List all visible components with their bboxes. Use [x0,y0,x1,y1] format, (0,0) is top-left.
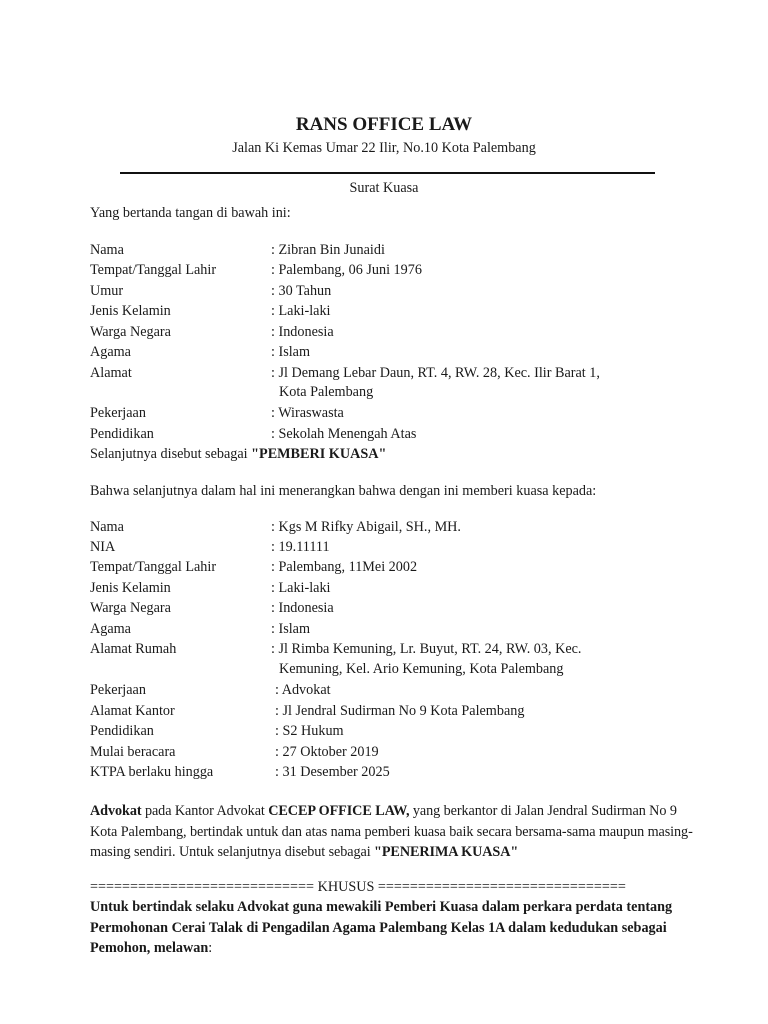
grantor-field-row [90,403,690,423]
recipient-field-row [90,557,690,577]
field-value: : Laki-laki [271,580,331,596]
field-label: NIA [90,539,116,555]
field-label: Alamat Kantor [90,703,175,719]
field-label: Agama [90,621,131,637]
grantor-field-row [90,301,690,321]
field-label: Pendidikan [90,723,154,739]
recipient-designation: "PENERIMA KUASA" [374,844,519,860]
recipient-field-row [90,639,690,659]
field-label: Agama [90,344,131,360]
field-label: Alamat Rumah [90,641,177,657]
document-type-title: Surat Kuasa [349,180,419,196]
field-value: : 30 Tahun [271,283,332,299]
field-value: : Indonesia [271,600,334,616]
field-value-continuation: Kemuning, Kel. Ario Kemuning, Kota Palembang [279,661,564,677]
field-value: : S2 Hukum [275,723,344,739]
field-value: : Zibran Bin Junaidi [271,242,385,258]
field-label: KTPA berlaku hingga [90,764,214,780]
field-value: : Jl Jendral Sudirman No 9 Kota Palembang [275,703,525,719]
field-label: Warga Negara [90,324,171,340]
field-value: : 19.11111 [271,539,330,555]
paragraph-text: yang berkantor di Jalan Jendral Sudirman No 9 Kota Palembang, bertindak untuk dan atas nama pemberi kuasa baik secara bersama-sama maupun masing-masing sendiri. Untuk selanjutnya disebut sebagai [90,803,693,860]
field-label: Umur [90,283,124,299]
paragraph-text: pada Kantor Advokat [141,803,269,819]
field-value: : Islam [271,344,311,360]
grantor-designation [90,444,386,465]
field-value-continuation: Kota Palembang [279,384,374,400]
field-label: Warga Negara [90,600,171,616]
field-value: : Jl Demang Lebar Daun, RT. 4, RW. 28, Kec. Ilir Barat 1, [271,365,600,381]
field-value: : Kgs M Rifky Abigail, SH., MH. [271,519,461,535]
recipient-field-row [90,680,690,700]
recipient-field-row [90,598,690,618]
advocate-paragraph [90,801,702,863]
field-label: Nama [90,242,124,258]
grantor-field-row [90,322,690,342]
field-label: Nama [90,519,124,535]
field-value: : Wiraswasta [271,405,344,421]
grantor-field-row [90,363,690,383]
field-value: : 31 Desember 2025 [275,764,390,780]
purpose-paragraph [90,897,676,959]
grantor-field-row [90,240,690,260]
field-value: : Palembang, 06 Juni 1976 [271,262,422,278]
field-label: Jenis Kelamin [90,580,171,596]
office-address: Jalan Ki Kemas Umar 22 Ilir, No.10 Kota Palembang [232,140,536,156]
field-label: Jenis Kelamin [90,303,171,319]
khusus-separator: ============================ KHUSUS =============================== [90,879,626,895]
grantor-field-row [90,342,690,362]
advocate-label: Advokat [90,803,142,819]
grantor-field-row [90,424,690,444]
designation-label: "PEMBERI KUASA" [251,446,387,462]
recipient-field-row [90,742,690,762]
letterhead-divider [120,172,655,174]
office-name-heading: RANS OFFICE LAW [295,114,473,135]
recipient-field-row [90,619,690,639]
recipient-field-row [90,701,690,721]
field-label: Alamat [90,365,132,381]
field-value: : Laki-laki [271,303,331,319]
intro-text: Yang bertanda tangan di bawah ini: [90,205,291,221]
statement-text: Bahwa selanjutnya dalam hal ini menerangkan bahwa dengan ini memberi kuasa kepada: [90,483,597,499]
field-value: : Palembang, 11Mei 2002 [271,559,418,575]
field-label: Pekerjaan [90,405,146,421]
field-value: : Jl Rimba Kemuning, Lr. Buyut, RT. 24, RW. 03, Kec. [271,641,582,657]
recipient-field-row [90,721,690,741]
field-label: Pendidikan [90,426,154,442]
purpose-tail: : [208,940,213,956]
office-name: CECEP OFFICE LAW, [268,803,410,819]
field-value: : Sekolah Menengah Atas [271,426,417,442]
field-label: Tempat/Tanggal Lahir [90,262,217,278]
grantor-field-row [90,281,690,301]
designation-prefix: Selanjutnya disebut sebagai [90,446,252,462]
recipient-field-row [90,762,690,782]
grantor-field-row [90,260,690,280]
field-label: Mulai beracara [90,744,176,760]
field-label: Pekerjaan [90,682,146,698]
field-label: Tempat/Tanggal Lahir [90,559,217,575]
field-value: : 27 Oktober 2019 [275,744,379,760]
recipient-field-row [90,537,690,557]
field-value: : Islam [271,621,311,637]
field-value: : Indonesia [271,324,334,340]
recipient-field-row [90,517,690,537]
recipient-field-row [90,578,690,598]
purpose-text: Untuk bertindak selaku Advokat guna mewakili Pemberi Kuasa dalam perkara perdata tentang Permohonan Cerai Talak di Pengadilan Agama Palembang Kelas 1A dalam kedudukan sebagai Pemohon, melawan [90,899,673,956]
field-value: : Advokat [275,682,331,698]
